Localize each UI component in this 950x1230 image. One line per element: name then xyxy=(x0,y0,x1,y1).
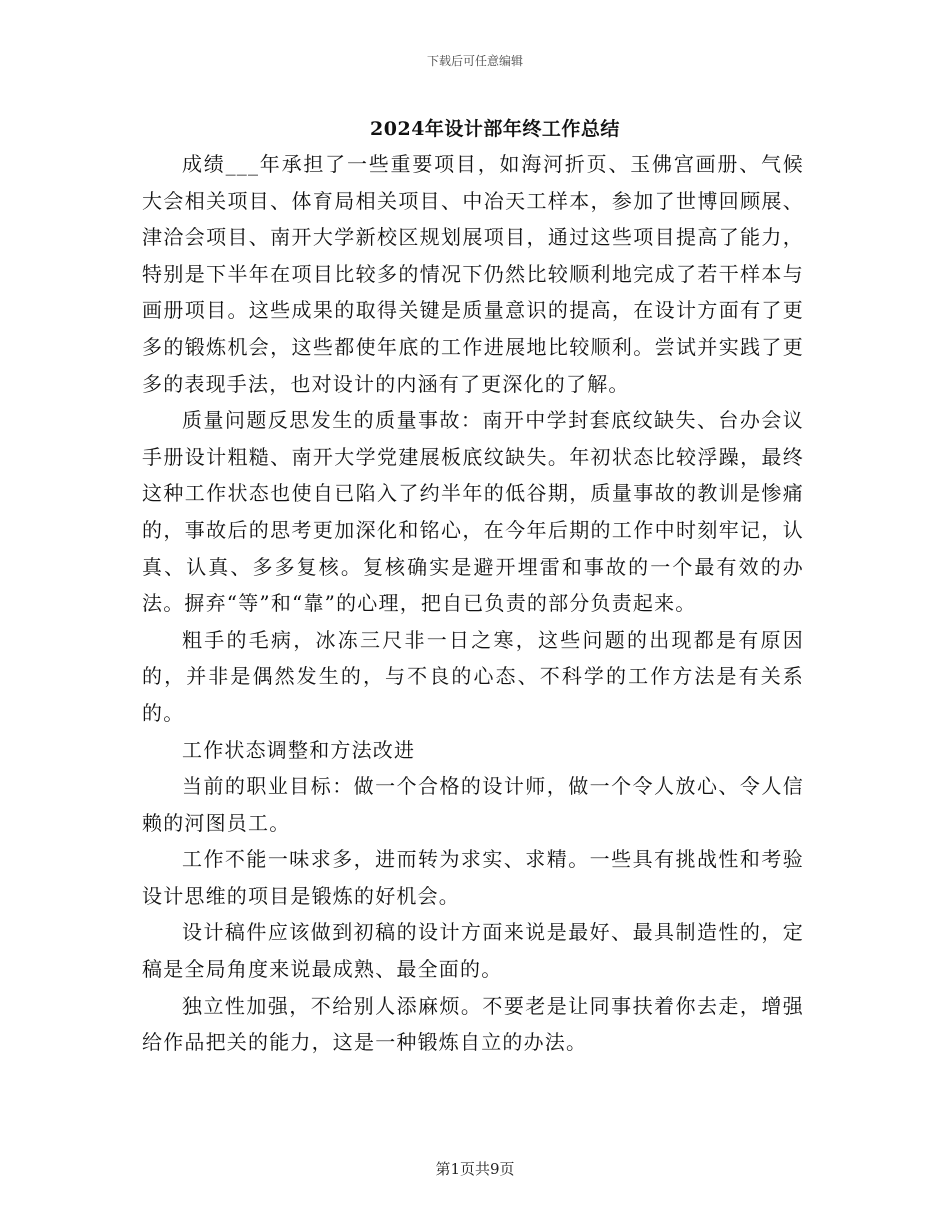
document-title: 2024年设计部年终工作总结 xyxy=(370,118,620,140)
paragraph-quality-reflection: 质量问题反思发生的质量事故：南开中学封套底纹缺失、台办会议手册设计粗糙、南开大学党建展板底纹缺失。年初状态比较浮躁，最终这种工作状态也使自已陷入了约半年的低谷期，质量事故的教训是惨痛的，事故后的思考更加深化和铭心，在今年后期的工作中时刻牢记，认真、认真、多多复核。复核确实是避开埋雷和事故的一个最有效的办法。摒弃“等”和“靠”的心理，把自已负责的部分负责起来。 xyxy=(142,408,804,616)
section-heading-improvement: 工作状态调整和方法改进 xyxy=(182,737,416,762)
page-number: 第1页共9页 xyxy=(435,1160,515,1178)
paragraph-career-goal: 当前的职业目标：做一个合格的设计师，做一个令人放心、令人信赖的河图员工。 xyxy=(142,774,804,835)
page-header-note: 下载后可任意编辑 xyxy=(426,54,523,68)
paragraph-carelessness: 粗手的毛病，冰冻三尺非一日之寒，这些问题的出现都是有原因的，并非是偶然发生的，与不良的心态、不科学的工作方法是有关系的。 xyxy=(142,627,804,725)
paragraph-achievements: 成绩___年承担了一些重要项目，如海河折页、玉佛宫画册、气候大会相关项目、体育局相关项目、中冶天工样本，参加了世博回顾展、津洽会项目、南开大学新校区规划展项目，通过这些项目提高了能力，特别是下半年在项目比较多的情况下仍然比较顺利地完成了若干样本与画册项目。这些成果的取得关键是质量意识的提高，在设计方面有了更多的锻炼机会，这些都使年底的工作进展地比较顺利。尝试并实践了更多的表现手法，也对设计的内涵有了更深化的了解。 xyxy=(142,152,804,396)
paragraph-draft-standards: 设计稿件应该做到初稿的设计方面来说是最好、最具制造性的，定稿是全局角度来说最成熟、最全面的。 xyxy=(142,920,804,982)
paragraph-independence: 独立性加强，不给别人添麻烦。不要老是让同事扶着你去走，增强给作品把关的能力，这是一种锻炼自立的办法。 xyxy=(142,993,804,1055)
paragraph-quality-over-quantity: 工作不能一味求多，进而转为求实、求精。一些具有挑战性和考验设计思维的项目是锻炼的好机会。 xyxy=(142,847,804,908)
document-body xyxy=(142,146,804,1061)
